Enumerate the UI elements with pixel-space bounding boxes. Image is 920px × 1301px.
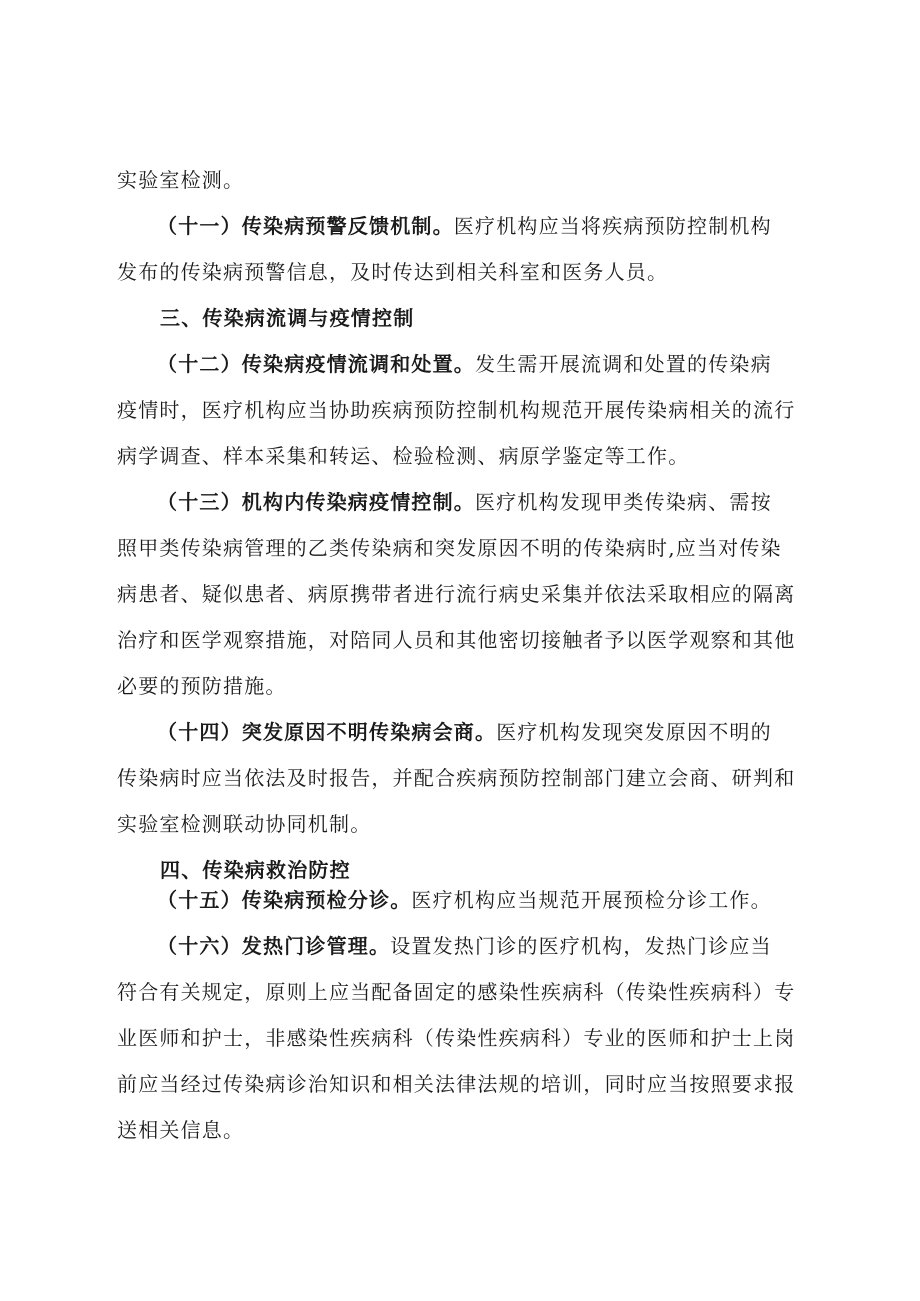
paragraph-6-line-1 — [157, 718, 772, 746]
paragraph-9-line-4: 前应当经过传染病诊治知识和相关法律法规的培训，同时应当按照要求报 — [117, 1072, 796, 1096]
paragraph-4-line-3: 病学调查、样本采集和转运、检验检测、病原学鉴定等工作。 — [117, 444, 690, 468]
paragraph-6-line-2: 传染病时应当依法及时报告，并配合疾病预防控制部门建立会商、研判和 — [117, 766, 796, 790]
section-11-text: 医疗机构应当将疾病预防控制机构 — [453, 214, 772, 238]
section-16-title: （十六）发热门诊管理。 — [157, 934, 391, 958]
section-15-text: 医疗机构应当规范开展预检分诊工作。 — [411, 888, 772, 912]
section-16-text: 设置发热门诊的医疗机构，发热门诊应当 — [390, 934, 772, 958]
section-12-text: 发生需开展流调和处置的传染病 — [475, 352, 772, 376]
paragraph-4-line-1 — [157, 350, 772, 378]
section-14-text: 医疗机构发现突发原因不明的 — [496, 720, 772, 744]
paragraph-5-line-5: 必要的预防措施。 — [117, 674, 287, 698]
paragraph-9-line-1 — [157, 932, 772, 960]
paragraph-5-line-4: 治疗和医学观察措施，对陪同人员和其他密切接触者予以医学观察和其他 — [117, 628, 796, 652]
heading-4: 四、传染病救治防控 — [160, 858, 351, 882]
paragraph-9-line-3: 业医师和护士，非感染性疾病科（传染性疾病科）专业的医师和护士上岗 — [117, 1026, 796, 1050]
section-13-title: （十三）机构内传染病疫情控制。 — [157, 490, 475, 514]
paragraph-4-line-2: 疫情时，医疗机构应当协助疾病预防控制机构规范开展传染病相关的流行 — [117, 398, 796, 422]
section-14-title: （十四）突发原因不明传染病会商。 — [157, 720, 497, 744]
heading-3: 三、传染病流调与疫情控制 — [160, 306, 415, 330]
section-12-title: （十二）传染病疫情流调和处置。 — [157, 352, 475, 376]
section-15-title: （十五）传染病预检分诊。 — [157, 888, 412, 912]
paragraph-5-line-1 — [157, 488, 772, 516]
paragraph-1-line-1: 实验室检测。 — [117, 168, 245, 192]
section-13-text: 医疗机构发现甲类传染病、需按 — [475, 490, 772, 514]
paragraph-2-line-2: 发布的传染病预警信息，及时传达到相关科室和医务人员。 — [117, 260, 669, 284]
paragraph-9-line-5: 送相关信息。 — [117, 1118, 245, 1142]
paragraph-5-line-3: 病患者、疑似患者、病原携带者进行流行病史采集并依法采取相应的隔离 — [117, 582, 796, 606]
paragraph-8-line-1 — [157, 886, 772, 914]
section-11-title: （十一）传染病预警反馈机制。 — [157, 214, 454, 238]
paragraph-9-line-2: 符合有关规定，原则上应当配备固定的感染性疾病科（传染性疾病科）专 — [117, 980, 796, 1004]
paragraph-6-line-3: 实验室检测联动协同机制。 — [117, 812, 372, 836]
paragraph-2-line-1 — [157, 212, 772, 240]
paragraph-5-line-2: 照甲类传染病管理的乙类传染病和突发原因不明的传染病时,应当对传染 — [117, 536, 782, 560]
